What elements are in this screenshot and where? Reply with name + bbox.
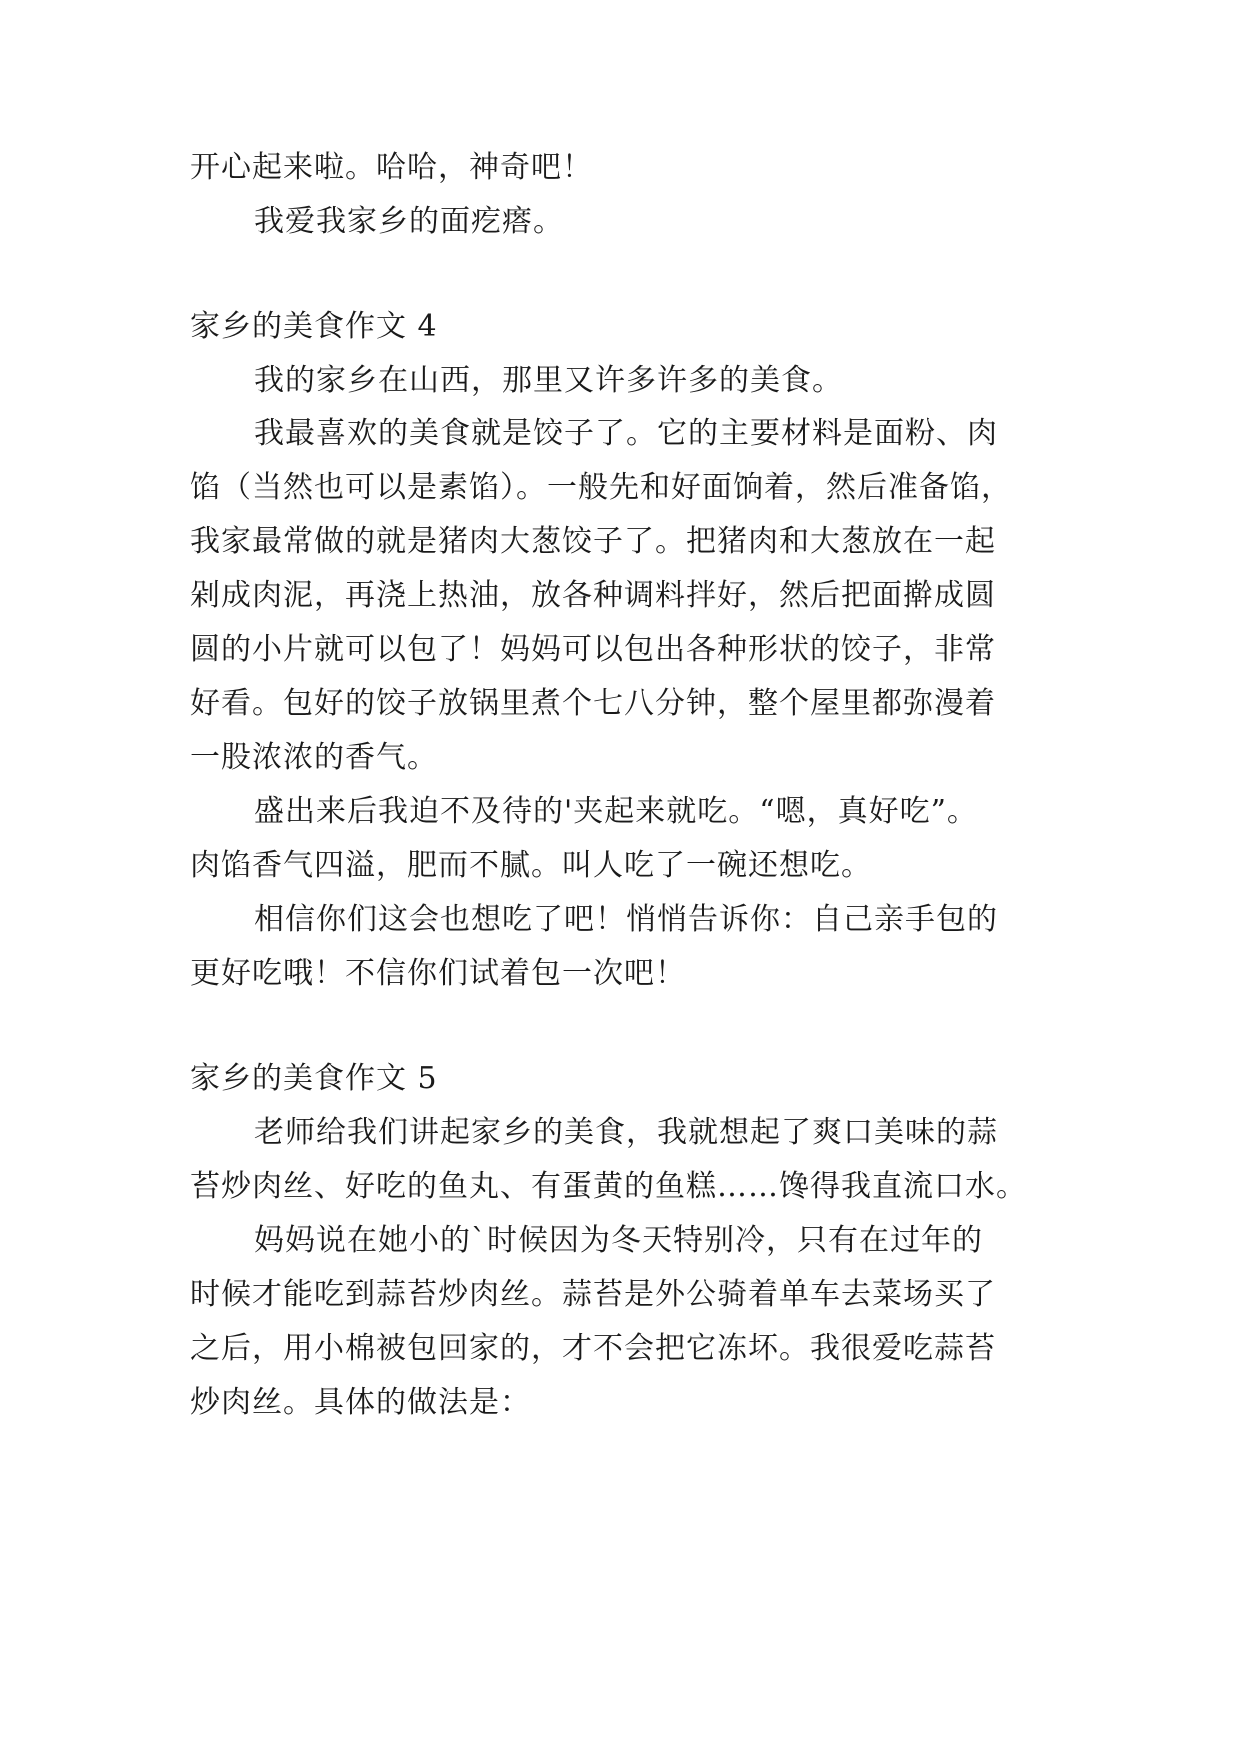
body-text-line: 好看。包好的饺子放锅里煮个七八分钟，整个屋里都弥漫着: [190, 686, 996, 721]
body-text-line: 圆的小片就可以包了！妈妈可以包出各种形状的饺子，非常: [190, 632, 996, 667]
body-text-line: 相信你们这会也想吃了吧！悄悄告诉你：自己亲手包的: [254, 902, 998, 937]
body-text-line: 老师给我们讲起家乡的美食，我就想起了爽口美味的蒜: [254, 1115, 998, 1150]
section-heading: 家乡的美食作文 4: [190, 309, 438, 344]
body-text-line: 时候才能吃到蒜苔炒肉丝。蒜苔是外公骑着单车去菜场买了: [190, 1277, 996, 1312]
section-heading: 家乡的美食作文 5: [190, 1061, 438, 1096]
body-text-line: 馅（当然也可以是素馅）。一般先和好面饷着，然后准备馅，: [190, 470, 1012, 505]
body-text-line: 盛出来后我迫不及待的'夹起来就吃。“嗯，真好吃”。: [254, 794, 978, 829]
body-text-line: 炒肉丝。具体的做法是：: [190, 1385, 531, 1420]
body-text-line: 剁成肉泥，再浇上热油，放各种调料拌好，然后把面擀成圆: [190, 578, 996, 613]
body-text-line: 更好吃哦！不信你们试着包一次吧！: [190, 956, 686, 991]
body-text-line: 开心起来啦。哈哈，神奇吧！: [190, 150, 593, 185]
body-text-line: 我爱我家乡的面疙瘩。: [254, 204, 564, 239]
body-text-line: 我的家乡在山西，那里又许多许多的美食。: [254, 363, 843, 398]
body-text-line: 苔炒肉丝、好吃的鱼丸、有蛋黄的鱼糕……馋得我直流口水。: [190, 1169, 1027, 1204]
body-text-line: 我最喜欢的美食就是饺子了。它的主要材料是面粉、肉: [254, 416, 998, 451]
body-text-line: 妈妈说在她小的`时候因为冬天特别冷，只有在过年的: [254, 1223, 983, 1258]
body-text-line: 我家最常做的就是猪肉大葱饺子了。把猪肉和大葱放在一起: [190, 524, 996, 559]
body-text-line: 肉馅香气四溢，肥而不腻。叫人吃了一碗还想吃。: [190, 848, 872, 883]
body-text-line: 一股浓浓的香气。: [190, 740, 438, 775]
body-text-line: 之后，用小棉被包回家的，才不会把它冻坏。我很爱吃蒜苔: [190, 1331, 996, 1366]
